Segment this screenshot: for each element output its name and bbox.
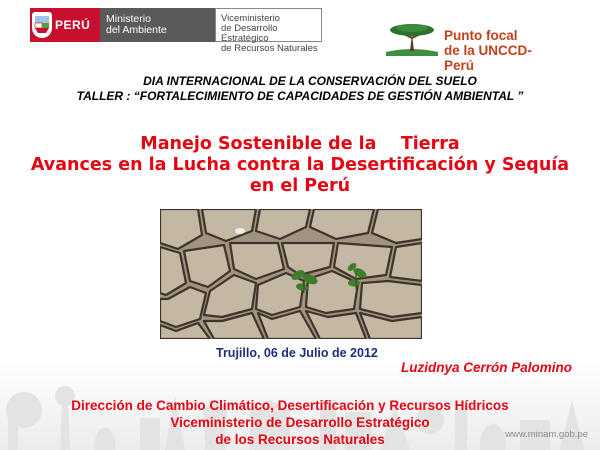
focal-line2: de la UNCCD-Perú [444, 43, 532, 73]
event-line2: TALLER : “FORTALECIMIENTO DE CAPACIDADES DE GESTIÓN AMBIENTAL ” [76, 89, 524, 103]
title-line3: en el Perú [249, 176, 351, 196]
ministerio-label [100, 8, 215, 42]
vice-line1: Viceministerio [221, 13, 280, 24]
vice-line3: de Recursos Naturales [221, 43, 318, 54]
focal-line1: Punto focal [444, 28, 518, 43]
website-url: www.minam.gob.pe [505, 429, 588, 440]
vice-line2: de Desarrollo Estratégico [221, 23, 278, 44]
footer-institution [0, 397, 600, 448]
peru-logo-box [30, 8, 100, 42]
acacia-tree-icon [382, 20, 442, 60]
peru-shield-icon [32, 12, 52, 38]
cracked-earth-photo [160, 209, 422, 339]
footer-line1: Dirección de Cambio Climático, Desertificación y Recursos Hídricos [71, 398, 509, 413]
footer-line3: de los Recursos Naturales [215, 432, 385, 447]
ministerio-line2: del Ambiente [106, 24, 167, 36]
footer-line2: Viceministerio de Desarrollo Estratégico [170, 415, 430, 430]
main-title [0, 134, 600, 197]
minam-logo [30, 8, 322, 54]
unccd-peru-logo [382, 14, 560, 73]
title-line1: Manejo Sostenible de la Tierra [140, 134, 460, 154]
unccd-text [444, 28, 560, 73]
presenter-name: Luzidnya Cerrón Palomino [400, 360, 572, 375]
event-line1: DIA INTERNACIONAL DE LA CONSERVACIÓN DEL SUELO [143, 74, 477, 88]
viceministerio-label [215, 8, 322, 54]
peru-label: PERÚ [55, 18, 91, 32]
title-line2: Avances en la Lucha contra la Desertificación y Sequía [30, 155, 570, 175]
ministerio-line1: Ministerio [106, 13, 151, 25]
event-date: Trujillo, 06 de Julio de 2012 [216, 346, 378, 360]
event-heading [0, 74, 600, 104]
